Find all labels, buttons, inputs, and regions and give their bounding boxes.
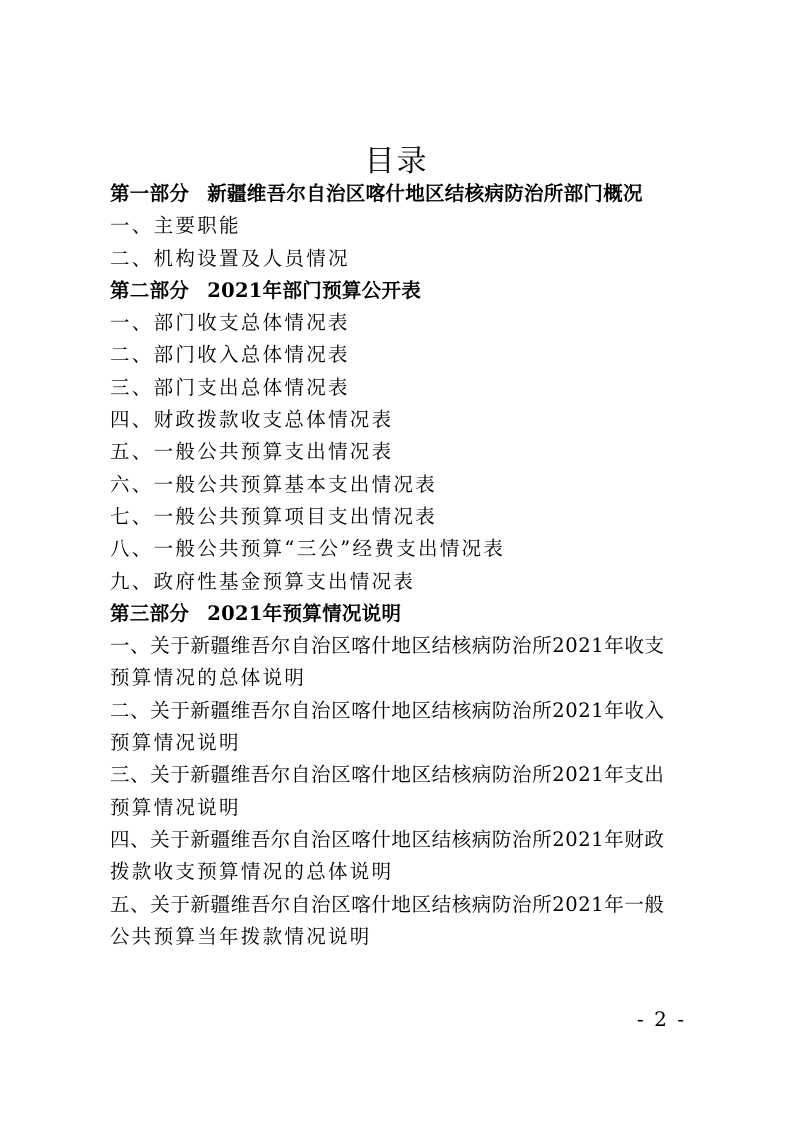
toc-part-label: 第三部分 xyxy=(110,601,190,625)
toc-item-continuation: 预算情况的总体说明 xyxy=(110,666,307,690)
toc-item: 三、部门支出总体情况表 xyxy=(110,375,350,399)
page-title: 目录 xyxy=(364,144,429,179)
toc-item: 七、一般公共预算项目支出情况表 xyxy=(110,504,438,528)
toc-item: 一、关于新疆维吾尔自治区喀什地区结核病防治所2021年收支 xyxy=(110,634,665,658)
toc-item: 四、关于新疆维吾尔自治区喀什地区结核病防治所2021年财政 xyxy=(110,827,665,851)
toc-item: 五、关于新疆维吾尔自治区喀什地区结核病防治所2021年一般 xyxy=(110,892,665,916)
table-of-contents xyxy=(110,178,700,953)
toc-item: 一、部门收支总体情况表 xyxy=(110,311,350,335)
toc-part-label: 第二部分 xyxy=(110,278,190,302)
toc-item: 二、部门收入总体情况表 xyxy=(110,343,350,367)
toc-item: 二、机构设置及人员情况 xyxy=(110,246,350,270)
page-number: - 2 - xyxy=(637,1007,686,1031)
toc-part-heading xyxy=(110,275,700,307)
toc-part-title: 2021年部门预算公开表 xyxy=(207,278,422,302)
toc-item: 九、政府性基金预算支出情况表 xyxy=(110,569,416,593)
toc-item: 四、财政拨款收支总体情况表 xyxy=(110,408,394,432)
toc-item-continuation: 拨款收支预算情况的总体说明 xyxy=(110,860,394,884)
toc-item: 五、一般公共预算支出情况表 xyxy=(110,440,394,464)
toc-part-heading xyxy=(110,598,700,630)
toc-item-continuation: 预算情况说明 xyxy=(110,795,241,819)
toc-item: 一、主要职能 xyxy=(110,214,241,238)
toc-part-title: 2021年预算情况说明 xyxy=(207,601,402,625)
toc-part-label: 第一部分 xyxy=(110,182,190,205)
toc-item-continuation: 公共预算当年拨款情况说明 xyxy=(110,924,372,948)
toc-part-heading xyxy=(110,178,700,210)
toc-item: 八、一般公共预算“三公”经费支出情况表 xyxy=(110,537,506,561)
toc-part-title: 新疆维吾尔自治区喀什地区结核病防治所部门概况 xyxy=(207,182,643,205)
toc-item: 二、关于新疆维吾尔自治区喀什地区结核病防治所2021年收入 xyxy=(110,698,665,722)
toc-item: 三、关于新疆维吾尔自治区喀什地区结核病防治所2021年支出 xyxy=(110,763,665,787)
toc-item-continuation: 预算情况说明 xyxy=(110,731,241,755)
toc-item: 六、一般公共预算基本支出情况表 xyxy=(110,472,438,496)
